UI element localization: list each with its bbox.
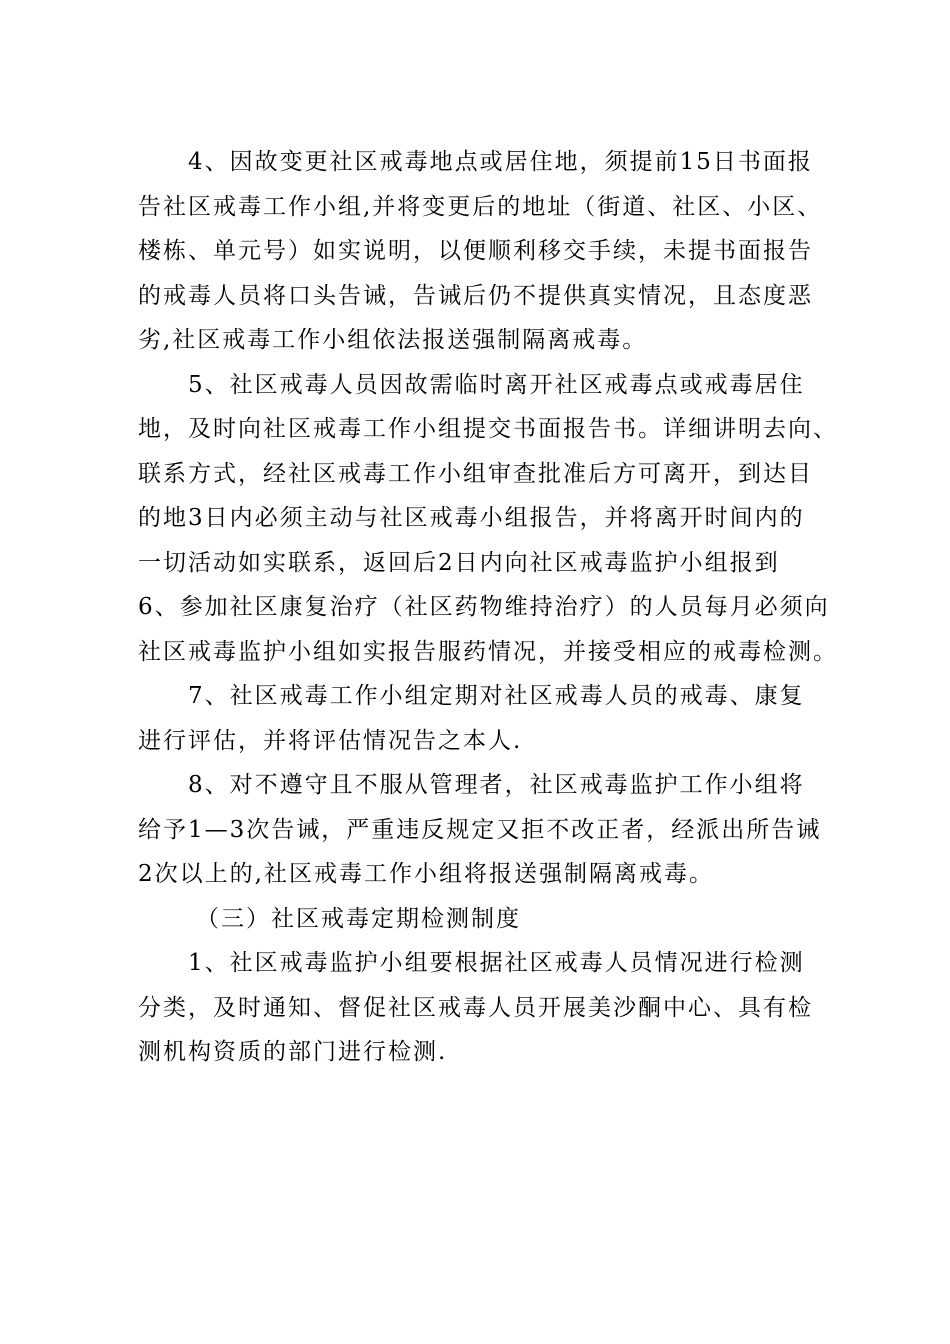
text-line: 楼栋、单元号）如实说明，以便顺利移交手续，未提书面报告: [138, 238, 813, 264]
text-line: 给予1—3次告诫，严重违反规定又拒不改正者，经派出所告诫: [138, 816, 822, 843]
text-line: 测机构资质的部门进行检测.: [138, 1039, 448, 1065]
text-line: （三）社区戒毒定期检测制度: [196, 905, 521, 932]
text-line: 劣,社区戒毒工作小组依法报送强制隔离戒毒。: [138, 327, 648, 353]
text-line: 6、参加社区康复治疗（社区药物维持治疗）的人员每月必须向: [138, 594, 830, 620]
text-line: 进行评估，并将评估情况告之本人.: [138, 727, 523, 754]
text-line: 的戒毒人员将口头告诫，告诫后仍不提供真实情况，且态度恶: [138, 282, 813, 309]
text-line: 地，及时向社区戒毒工作小组提交书面报告书。详细讲明去向、: [138, 416, 838, 442]
text-line: 1、社区戒毒监护小组要根据社区戒毒人员情况进行检测: [188, 950, 805, 976]
text-line: 4、因故变更社区戒毒地点或居住地，须提前15日书面报: [188, 149, 813, 175]
text-line: 的地3日内必须主动与社区戒毒小组报告，并将离开时间内的: [138, 505, 805, 531]
text-line: 5、社区戒毒人员因故需临时离开社区戒毒点或戒毒居住: [188, 371, 805, 398]
document-body: [138, 140, 838, 1075]
text-line: 一切活动如实联系，返回后2日内向社区戒毒监护小组报到: [138, 549, 780, 576]
text-line: 2次以上的,社区戒毒工作小组将报送强制隔离戒毒。: [138, 861, 714, 887]
text-line: 分类，及时通知、督促社区戒毒人员开展美沙酮中心、具有检: [138, 994, 813, 1021]
text-line: 联系方式，经社区戒毒工作小组审查批准后方可离开，到达目: [138, 460, 813, 487]
text-line: 8、对不遵守且不服从管理者，社区戒毒监护工作小组将: [188, 772, 805, 798]
text-line: 7、社区戒毒工作小组定期对社区戒毒人员的戒毒、康复: [188, 683, 805, 709]
text-line: 告社区戒毒工作小组,并将变更后的地址（街道、社区、小区、: [138, 193, 823, 220]
text-line: 社区戒毒监护小组如实报告服药情况，并接受相应的戒毒检测。: [138, 638, 838, 665]
